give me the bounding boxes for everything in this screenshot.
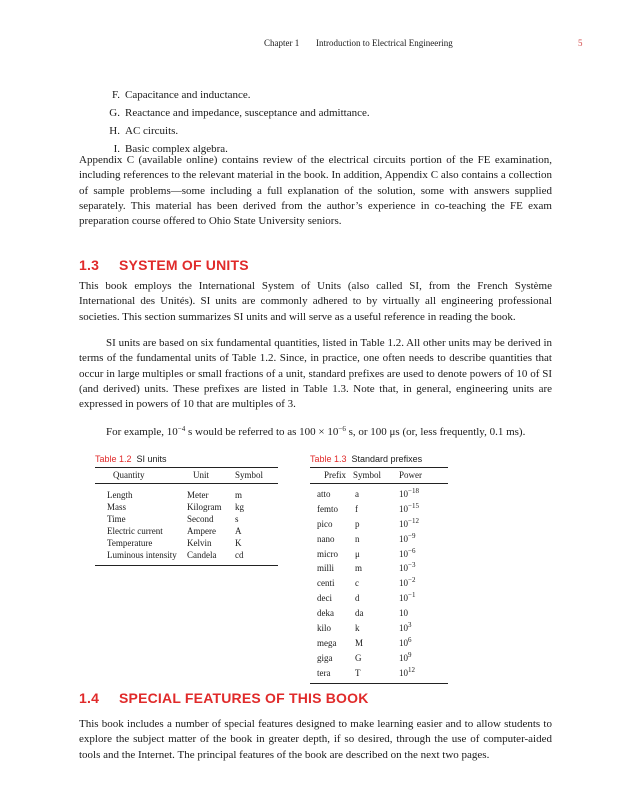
prefix-cell: mega bbox=[317, 637, 337, 648]
list-item-text: AC circuits. bbox=[125, 125, 179, 137]
table-cell: K bbox=[235, 538, 242, 548]
table-cell: s bbox=[235, 514, 239, 524]
running-header bbox=[0, 38, 638, 52]
table-row bbox=[95, 513, 278, 525]
symbol-cell: c bbox=[355, 578, 359, 589]
power-cell bbox=[399, 636, 448, 651]
column-header: Prefix bbox=[324, 470, 346, 480]
table-title: Standard prefixes bbox=[351, 454, 423, 464]
table-row bbox=[310, 666, 448, 681]
power-exponent: −3 bbox=[408, 561, 416, 570]
power-cell bbox=[399, 532, 448, 547]
power-cell bbox=[399, 651, 448, 666]
power-base: 10 bbox=[399, 667, 408, 678]
symbol-cell: k bbox=[355, 623, 360, 634]
power-exponent: −9 bbox=[408, 531, 416, 540]
prefix-cell: nano bbox=[317, 533, 335, 544]
power-base: 10 bbox=[399, 489, 408, 499]
power-cell bbox=[399, 561, 448, 576]
prefix-cell: deci bbox=[317, 593, 332, 604]
table-number: Table 1.3 bbox=[310, 454, 347, 464]
table-row bbox=[310, 487, 448, 502]
prefix-cell: pico bbox=[317, 518, 333, 529]
standard-prefixes-table bbox=[310, 467, 448, 684]
prefix-cell: milli bbox=[317, 563, 335, 574]
table-header-row bbox=[95, 468, 278, 483]
column-header: Quantity bbox=[113, 470, 145, 480]
table-header-row bbox=[310, 468, 448, 483]
table-cell: Time bbox=[107, 514, 126, 524]
table-row bbox=[310, 606, 448, 621]
example-paragraph bbox=[79, 425, 552, 440]
prefix-cell: centi bbox=[317, 578, 335, 589]
example-exponent-2: −6 bbox=[338, 425, 346, 433]
table-cell: Temperature bbox=[107, 538, 153, 548]
power-exponent: 3 bbox=[408, 621, 412, 630]
list-item bbox=[105, 104, 370, 122]
power-cell bbox=[399, 502, 448, 517]
table-row bbox=[95, 525, 278, 537]
table-cell: Ampere bbox=[187, 526, 216, 536]
prefix-cell: deka bbox=[317, 608, 334, 619]
table-1-2-caption bbox=[95, 454, 167, 464]
table-cell: kg bbox=[235, 502, 244, 512]
table-row bbox=[310, 547, 448, 562]
units-paragraph-2: SI units are based on six fundamental quantities, listed in Table 1.2. All other units may be derived in terms of the fundamental units of Table 1.2. Since, in practice, one often needs to describe quantities that occur in large multiples or small fractions of a unit, standard prefixes are used to denote powers of 10 of SI (and derived) units. These prefixes are listed in Table 1.3. Note that, in general, engineering units are expressed in powers of 10 that are multiples of 3. bbox=[79, 337, 552, 411]
table-row bbox=[310, 502, 448, 517]
table-row bbox=[310, 532, 448, 547]
prefix-cell: kilo bbox=[317, 623, 332, 634]
symbol-cell: T bbox=[355, 667, 361, 678]
table-row bbox=[95, 489, 278, 501]
list-item-label: H. bbox=[109, 125, 120, 137]
section-heading-1-4 bbox=[79, 690, 369, 706]
table-cell: A bbox=[235, 526, 242, 536]
table-number: Table 1.2 bbox=[95, 454, 132, 464]
power-base: 10 bbox=[399, 518, 408, 529]
table-cell: m bbox=[235, 490, 243, 500]
section-number: 1.4 bbox=[79, 690, 100, 706]
power-base: 10 bbox=[399, 623, 408, 634]
table-cell: Meter bbox=[187, 490, 209, 500]
prefix-cell: micro bbox=[317, 548, 338, 559]
table-cell: Mass bbox=[107, 502, 127, 512]
power-exponent: 12 bbox=[408, 665, 415, 674]
units-paragraph-1: This book employs the International System of Units (also called SI, from the French Système International des Unités). SI units are commonly adhered to by virtually all engineering professional societies. This section summarizes SI units and will serve as a useful reference in reading the book. bbox=[79, 280, 552, 323]
power-exponent: −6 bbox=[408, 546, 416, 555]
example-exponent-1: −4 bbox=[177, 425, 186, 433]
chapter-title: Introduction to Electrical Engineering bbox=[316, 38, 453, 48]
column-header: Symbol bbox=[353, 470, 382, 480]
symbol-cell: m bbox=[355, 563, 363, 574]
symbol-cell: n bbox=[355, 533, 360, 544]
table-body bbox=[310, 484, 448, 683]
list-item-text: Reactance and impedance, susceptance and admittance. bbox=[125, 107, 370, 119]
column-header: Unit bbox=[193, 470, 210, 480]
table-row bbox=[310, 651, 448, 666]
list-item-text: Basic complex algebra. bbox=[125, 143, 228, 155]
table-cell: Kilogram bbox=[187, 502, 222, 512]
power-base: 10 bbox=[399, 637, 408, 648]
power-base: 10 bbox=[399, 593, 408, 604]
table-row bbox=[95, 537, 278, 549]
section-title: SPECIAL FEATURES OF THIS BOOK bbox=[119, 690, 369, 706]
power-exponent: −15 bbox=[408, 501, 419, 510]
table-row bbox=[310, 636, 448, 651]
symbol-cell: da bbox=[355, 608, 364, 619]
table-cell: Candela bbox=[187, 550, 217, 560]
list-item bbox=[105, 122, 370, 140]
section-number: 1.3 bbox=[79, 257, 100, 273]
symbol-cell: a bbox=[355, 489, 359, 499]
table-row bbox=[310, 561, 448, 576]
power-exponent: −18 bbox=[408, 487, 419, 495]
prefix-cell: giga bbox=[317, 652, 333, 663]
power-cell bbox=[399, 576, 448, 591]
symbol-cell: f bbox=[355, 503, 358, 514]
symbol-cell: M bbox=[355, 637, 364, 648]
column-header: Power bbox=[399, 470, 422, 480]
table-bottom-rule bbox=[310, 683, 448, 684]
list-item-text: Capacitance and inductance. bbox=[125, 89, 251, 101]
page-number: 5 bbox=[578, 38, 583, 48]
power-exponent: 9 bbox=[408, 650, 412, 659]
symbol-cell: d bbox=[355, 593, 360, 604]
power-cell bbox=[399, 606, 448, 621]
power-exponent: −2 bbox=[408, 576, 416, 585]
table-cell: Electric current bbox=[107, 526, 163, 536]
table-cell: Length bbox=[107, 490, 133, 500]
table-1-3-caption bbox=[310, 454, 422, 464]
power-cell bbox=[399, 547, 448, 562]
section-heading-1-3 bbox=[79, 257, 249, 273]
power-cell bbox=[399, 666, 448, 681]
power-base: 10 bbox=[399, 563, 408, 574]
table-cell: Second bbox=[187, 514, 214, 524]
list-item bbox=[105, 86, 370, 104]
table-cell: Kelvin bbox=[187, 538, 212, 548]
table-row bbox=[310, 621, 448, 636]
table-row bbox=[95, 501, 278, 513]
power-base: 10 bbox=[399, 548, 408, 559]
prefix-cell: atto bbox=[317, 489, 331, 499]
appendix-paragraph: Appendix C (available online) contains review of the electrical circuits portion of the FE examination, including references to the relevant material in the book. In addition, Appendix C also contains a collection of sample problems—some including a full explanation of the solution, some with answers supplied separately. This material has been derived from the author’s experience in co-teaching the FE exam preparation course offered to Ohio State University seniors. bbox=[79, 154, 552, 228]
prefix-cell: tera bbox=[317, 667, 331, 678]
power-cell bbox=[399, 517, 448, 532]
section-title: SYSTEM OF UNITS bbox=[119, 257, 249, 273]
power-base: 10 bbox=[399, 503, 408, 514]
table-cell: cd bbox=[235, 550, 244, 560]
table-cell: Luminous intensity bbox=[107, 550, 177, 560]
power-exponent: 6 bbox=[408, 635, 412, 644]
power-cell bbox=[399, 487, 448, 502]
symbol-cell: G bbox=[355, 652, 362, 663]
features-paragraph: This book includes a number of special features designed to make learning easier and to allow students to explore the subject matter of the book in greater depth, if so desired, through the use of computer-aided tools and the Internet. The principal features of the book are described on the next two pages. bbox=[79, 718, 552, 761]
topic-list bbox=[105, 86, 370, 158]
column-header: Symbol bbox=[235, 470, 264, 480]
table-title: SI units bbox=[136, 454, 167, 464]
si-units-table bbox=[95, 467, 278, 566]
example-text-3: s, or 100 μs (or, less frequently, 0.1 ms). bbox=[345, 426, 526, 438]
power-base: 10 bbox=[399, 578, 408, 589]
symbol-cell: p bbox=[355, 518, 360, 529]
table-bottom-rule bbox=[95, 565, 278, 566]
power-base: 10 bbox=[399, 608, 408, 619]
power-exponent: −12 bbox=[408, 516, 419, 525]
table-body bbox=[95, 484, 278, 565]
prefix-cell: femto bbox=[317, 503, 338, 514]
power-cell bbox=[399, 591, 448, 606]
list-item-label: I. bbox=[113, 143, 120, 155]
table-row bbox=[310, 591, 448, 606]
table-row bbox=[310, 576, 448, 591]
example-text-2: s would be referred to as 100 × 10 bbox=[185, 426, 339, 438]
example-text-1: For example, 10 bbox=[106, 426, 178, 438]
list-item-label: G. bbox=[109, 107, 120, 119]
symbol-cell: μ bbox=[355, 548, 360, 559]
list-item-label: F. bbox=[112, 89, 120, 101]
chapter-label: Chapter 1 bbox=[264, 38, 300, 48]
table-row bbox=[95, 549, 278, 561]
power-cell bbox=[399, 621, 448, 636]
power-base: 10 bbox=[399, 533, 408, 544]
power-base: 10 bbox=[399, 652, 408, 663]
table-row bbox=[310, 517, 448, 532]
power-exponent: −1 bbox=[408, 591, 416, 600]
